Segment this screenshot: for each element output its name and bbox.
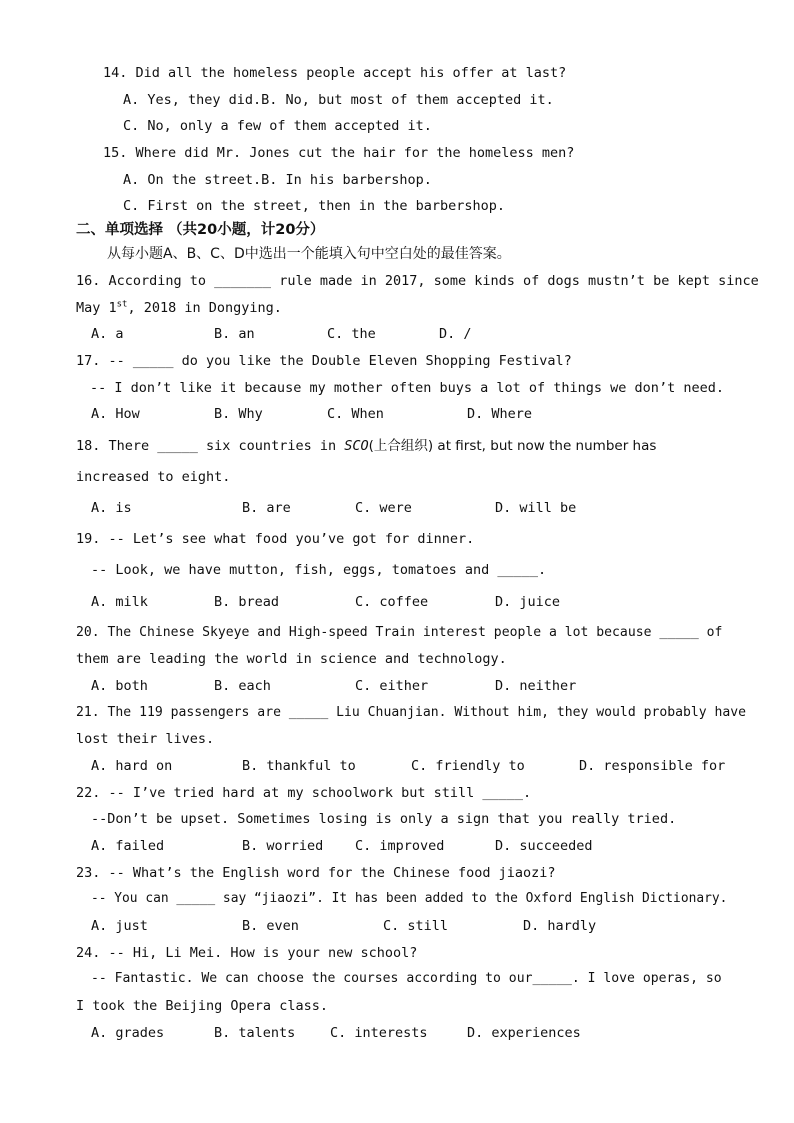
section-heading: 二、单项选择 （共20小题，计20分） <box>76 222 325 238</box>
question-24-option-b: B. talents <box>214 1025 296 1041</box>
question-18-stem-start: 18. There _____ six countries in <box>76 438 345 454</box>
question-22-stem-line2: --Don’t be upset. Sometimes losing is only a sign that you really tried. <box>91 811 677 827</box>
question-23-option-c: C. still <box>383 918 449 934</box>
question-16-option-a: A. a <box>91 326 124 342</box>
question-23-stem-line2: -- You can _____ say “jiaozi”. It has been added to the Oxford English Dictionary. <box>91 891 728 906</box>
question-19-option-d: D. juice <box>495 594 561 610</box>
question-18-stem-line2: increased to eight. <box>76 469 231 485</box>
question-19-option-b: B. bread <box>214 594 280 610</box>
question-18-option-a: A. is <box>91 500 132 516</box>
question-24-stem-line2: -- Fantastic. We can choose the courses according to our_____. I love operas, so <box>91 971 722 986</box>
question-18-option-b: B. are <box>242 500 291 516</box>
question-23-option-d: D. hardly <box>523 918 597 934</box>
question-20-option-a: A. both <box>91 678 148 694</box>
question-17-option-a: A. How <box>91 406 140 422</box>
question-19-stem-line1: 19. -- Let’s see what food you’ve got for dinner. <box>76 531 475 547</box>
question-19-option-a: A. milk <box>91 594 148 610</box>
question-16-stem-line1: 16. According to _______ rule made in 2017, some kinds of dogs mustn’t be kept since <box>76 273 759 289</box>
question-16-option-c: C. the <box>327 326 376 342</box>
question-15-options-line1: A. On the street.B. In his barbershop. <box>123 172 432 188</box>
question-21-option-b: B. thankful to <box>242 758 356 774</box>
question-22-option-c: C. improved <box>355 838 445 854</box>
question-22-option-d: D. succeeded <box>495 838 593 854</box>
question-21-option-c: C. friendly to <box>411 758 525 774</box>
question-22-option-b: B. worried <box>242 838 324 854</box>
question-15-options-line2: C. First on the street, then in the barbershop. <box>123 198 506 214</box>
question-24-stem-line1: 24. -- Hi, Li Mei. How is your new school? <box>76 945 418 961</box>
question-16-stem-line2 <box>76 298 282 318</box>
question-14-options-line2: C. No, only a few of them accepted it. <box>123 118 432 134</box>
question-21-stem-line1: 21. The 119 passengers are _____ Liu Chuanjian. Without him, they would probably have <box>76 705 747 720</box>
question-20-option-c: C. either <box>355 678 429 694</box>
question-18-stem-line1 <box>76 436 656 456</box>
question-14-stem: 14. Did all the homeless people accept his offer at last? <box>103 65 567 81</box>
question-23-option-a: A. just <box>91 918 148 934</box>
question-21-option-d: D. responsible for <box>579 758 726 774</box>
question-18-option-c: C. were <box>355 500 412 516</box>
question-17-stem-line1: 17. -- _____ do you like the Double Eleven Shopping Festival? <box>76 353 572 369</box>
question-16-ordinal-suffix: st <box>116 299 128 310</box>
question-14-options-line1: A. Yes, they did.B. No, but most of them accepted it. <box>123 92 554 108</box>
question-17-stem-line2: -- I don’t like it because my mother often buys a lot of things we don’t need. <box>90 380 724 396</box>
section-instruction: 从每小题A、B、C、D中选出一个能填入句中空白处的最佳答案。 <box>107 246 511 262</box>
question-24-stem-line3: I took the Beijing Opera class. <box>76 998 328 1014</box>
question-24-option-d: D. experiences <box>467 1025 581 1041</box>
question-17-option-b: B. Why <box>214 406 263 422</box>
question-20-option-b: B. each <box>214 678 271 694</box>
question-24-option-a: A. grades <box>91 1025 165 1041</box>
question-16-stem-rest: , 2018 in Dongying. <box>127 300 282 316</box>
question-17-option-d: D. Where <box>467 406 533 422</box>
question-21-option-a: A. hard on <box>91 758 173 774</box>
question-23-stem-line1: 23. -- What’s the English word for the Chinese food jiaozi? <box>76 865 556 881</box>
question-18-stem-rest: (上合组织) at first, but now the number has <box>368 438 657 454</box>
question-22-option-a: A. failed <box>91 838 165 854</box>
question-20-stem-line2: them are leading the world in science and technology. <box>76 651 507 667</box>
question-16-date: May 1 <box>76 300 117 316</box>
question-22-stem-line1: 22. -- I’ve tried hard at my schoolwork but still _____. <box>76 785 532 801</box>
question-21-stem-line2: lost their lives. <box>76 731 215 747</box>
question-19-stem-line2: -- Look, we have mutton, fish, eggs, tomatoes and _____. <box>91 562 547 578</box>
question-15-stem: 15. Where did Mr. Jones cut the hair for the homeless men? <box>103 145 575 161</box>
question-18-abbreviation: SCO <box>344 438 369 454</box>
question-18-option-d: D. will be <box>495 500 577 516</box>
question-23-option-b: B. even <box>242 918 299 934</box>
question-20-option-d: D. neither <box>495 678 577 694</box>
question-24-option-c: C. interests <box>330 1025 428 1041</box>
question-20-stem-line1: 20. The Chinese Skyeye and High-speed Train interest people a lot because _____ of <box>76 625 723 640</box>
question-16-option-d: D. / <box>439 326 472 342</box>
question-19-option-c: C. coffee <box>355 594 429 610</box>
question-17-option-c: C. When <box>327 406 384 422</box>
question-16-option-b: B. an <box>214 326 255 342</box>
